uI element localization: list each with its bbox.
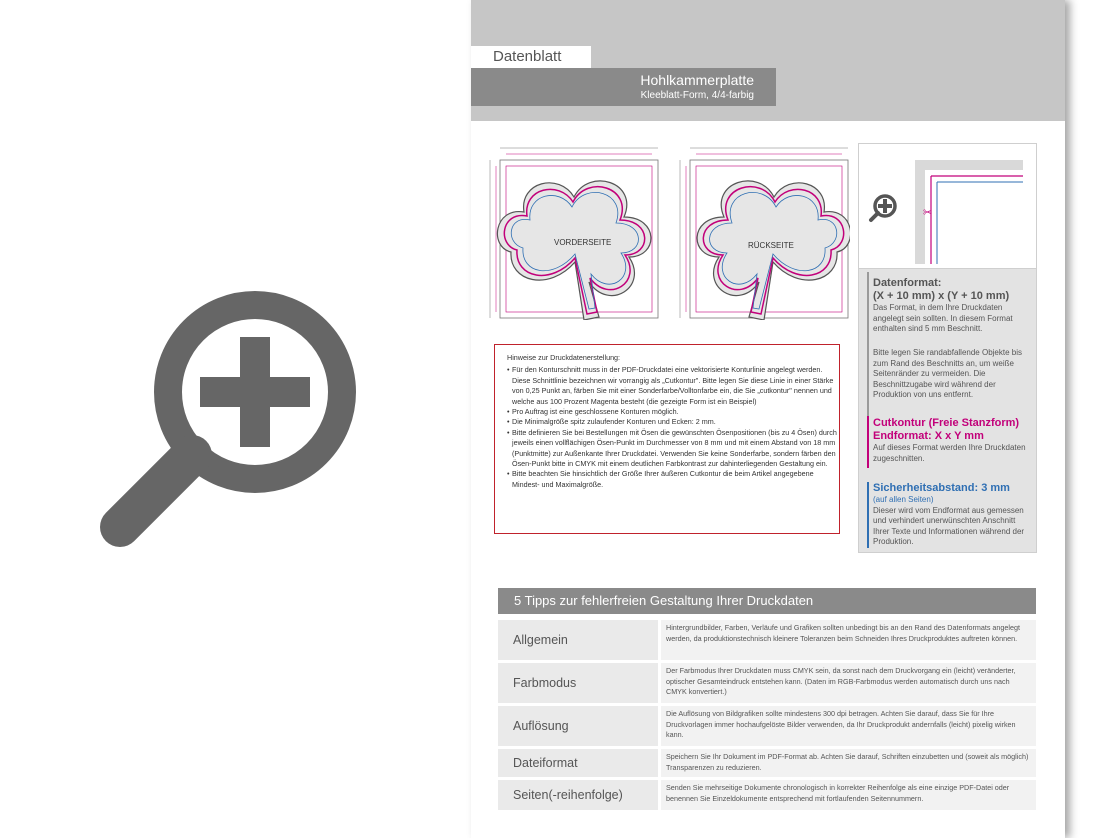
print-notes-box [494, 344, 840, 534]
table-row [498, 780, 1036, 810]
datenformat-text: Das Format, in dem Ihre Druckdaten angelegt sein sollten. In diesem Format enthalten sind 5 mm Beschnitt. [873, 303, 1013, 333]
product-title: Hohlkammerplatte [640, 72, 754, 88]
title-box [471, 68, 776, 106]
sicherheit-text: Dieser wird vom Endformat aus gemessen und verhindert unerwünschten Anschnitt Ihrer Texte und Informationen während der Produktion. [873, 505, 1025, 546]
tip-label: Farbmodus [498, 663, 658, 703]
beschnitt-text: Bitte legen Sie randabfallende Objekte bis zum Rand des Beschnitts an, um weiße Seitenränder zu vermeiden. Die Beschnittzugabe wird während der Produktion von uns entfernt. [873, 348, 1022, 399]
table-row [498, 706, 1036, 746]
front-side-label: VORDERSEITE [554, 238, 612, 247]
back-side-diagram [676, 142, 850, 320]
table-row [498, 620, 1036, 660]
tip-text: Senden Sie mehrseitige Dokumente chronologisch in korrekter Reihenfolge als eine einzige PDF-Datei oder benennen Sie Einzeldokumente entsprechend mit fortlaufenden Seitennummern. [661, 780, 1036, 810]
cutkontur-title: Cutkontur (Freie Stanzform) [873, 417, 1020, 429]
cutkontur-rule [867, 416, 869, 468]
endformat-title: Endformat: X x Y mm [873, 430, 984, 442]
table-row [498, 749, 1036, 777]
print-notes [507, 353, 837, 490]
list-item: • Die Minimalgröße spitz zulaufender Konturen und Ecken: 2 mm. [507, 417, 837, 427]
tip-label: Auflösung [498, 706, 658, 746]
notes-heading: Hinweise zur Druckdatenerstellung: [507, 353, 621, 362]
datenformat-block [873, 277, 1033, 335]
format-legend-panel [858, 143, 1037, 553]
sicherheit-title: Sicherheitsabstand: 3 mm [873, 482, 1010, 494]
tips-header [498, 588, 1036, 614]
endformat-text: Auf dieses Format werden Ihre Druckdaten zugeschnitten. [873, 443, 1026, 463]
tip-text: Die Auflösung von Bildgrafiken sollte mindestens 300 dpi betragen. Achten Sie darauf, dass Sie für Ihre Druckvorlagen immer hochaufgelöste Bilder verwenden, da Ihr Druckprodukt andernfalls (leicht) pixelig wirken kann. [661, 706, 1036, 746]
tips-title: 5 Tipps zur fehlerfreien Gestaltung Ihrer Druckdaten [514, 593, 814, 608]
tip-label: Dateiformat [498, 749, 658, 777]
notes-list [507, 365, 837, 490]
tip-text: Speichern Sie Ihr Dokument im PDF-Format ab. Achten Sie darauf, Schriften einzubetten und (soweit als möglich) Transparenzen zu reduzieren. [661, 749, 1036, 777]
tab-label: Datenblatt [471, 46, 591, 68]
product-subtitle: Kleeblatt-Form, 4/4-farbig [640, 90, 754, 101]
list-item: • Bitte definieren Sie bei Bestellungen mit Ösen die gewünschten Ösenpositionen (bis zu 4 Ösen) durch jeweils einen vollflächigen Ösen-Punkt im Durchmesser von 8 mm und mit einem Abstand von 18 mm (Punktmitte) zur Außenkante Ihrer Druckdatei. Verwenden Sie keine Sonderfarbe, sondern färben den Ösen-Punkt bitte in CMYK mit einem deutlichen Farbkontrast zur dahinterliegenden Gestaltung ein. [507, 428, 837, 470]
table-row [498, 663, 1036, 703]
front-side-diagram [486, 142, 660, 320]
corner-detail [859, 144, 1036, 269]
back-side-label: RÜCKSEITE [748, 241, 794, 250]
list-item: • Bitte beachten Sie hinsichtlich der Größe Ihrer äußeren Cutkontur die beim Artikel angegebene Mindest- und Maximalgröße. [507, 469, 837, 490]
list-item: • Pro Auftrag ist eine geschlossene Konturen möglich. [507, 407, 837, 417]
sicherheit-sub: (auf allen Seiten) [873, 495, 934, 504]
datenformat-title: Datenformat: [873, 277, 942, 289]
datasheet-page [471, 0, 1065, 838]
datenformat-value: (X + 10 mm) x (Y + 10 mm) [873, 290, 1010, 302]
tip-label: Seiten(-reihenfolge) [498, 780, 658, 810]
tip-label: Allgemein [498, 620, 658, 660]
tip-text: Der Farbmodus Ihrer Druckdaten muss CMYK sein, da sonst nach dem Druckvorgang ein (leicht) veränderter, optischer Gesamteindruck entstehen kann. (Daten im RGB-Farbmodus werden automatisch durch uns nach CMYK konvertiert.) [661, 663, 1036, 703]
tip-text: Hintergrundbilder, Farben, Verläufe und Grafiken sollten unbedingt bis an den Rand des Datenformats angelegt werden, da produktionstechnisch kleinere Toleranzen beim Schneiden Ihres Druckproduktes auftreten können. [661, 620, 1036, 660]
sicherheit-rule [867, 482, 869, 548]
list-item: • Für den Konturschnitt muss in der PDF-Druckdatei eine vektorisierte Konturlinie angelegt werden. Diese Schnittlinie bezeichnen wir vorrangig als „Cutkontur". Bitte legen Sie diese Linie in einer Stärke von 0,25 Punkt an, färben Sie mit einer Sonderfarbe/Volltonfarbe ein, die Sie „cutkontur" nennen und welche aus 100 Prozent Magenta besteht (die gezeigte Form ist ein Beispiel) [507, 365, 837, 407]
cutkontur-block [873, 417, 1033, 464]
sicherheit-block [873, 482, 1033, 548]
zoom-in-icon[interactable] [100, 287, 360, 547]
svg-text:✂: ✂ [923, 206, 933, 219]
